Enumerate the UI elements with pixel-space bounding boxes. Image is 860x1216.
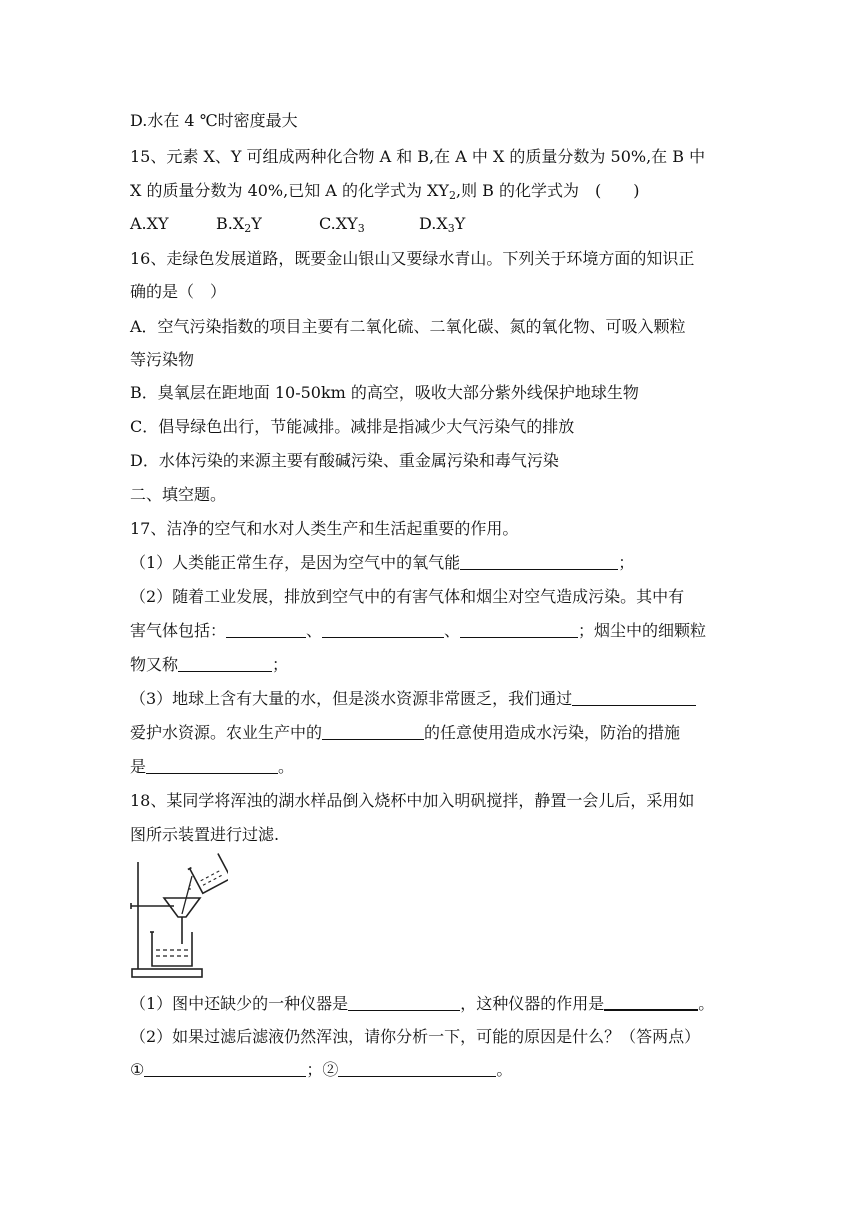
q16-stem-line1: 16、走绿色发展道路，既要金山银山又要绿水青山。下列关于环境方面的知识正: [130, 249, 695, 268]
answer-blank[interactable]: [460, 621, 578, 638]
q15-option-d: $D.X_3Y$: [419, 214, 466, 235]
q18-part1: （1）图中还缺少的一种仪器是 ，这种仪器的作用是 。: [130, 994, 715, 1013]
q17-part2-line1: （2）随着工业发展，排放到空气中的有害气体和烟尘对空气造成污染。其中有: [130, 587, 685, 606]
answer-blank[interactable]: [322, 621, 444, 638]
q15-option-b: $B.X_2Y$: [216, 214, 262, 235]
q14-option-d: D.水在 4 ℃时密度最大: [130, 111, 298, 130]
q15-option-c: $C.XY_3$: [319, 214, 365, 235]
answer-blank[interactable]: [322, 723, 424, 740]
q16-option-a-line1: A．空气污染指数的项目主要有二氧化硫、二氧化碳、氮的氧化物、可吸入颗粒: [130, 317, 686, 336]
answer-blank[interactable]: [572, 689, 696, 706]
q17-part2-line3: 物又称 ；: [130, 655, 289, 674]
q18-stem-line1: 18、某同学将浑浊的湖水样品倒入烧杯中加入明矾搅拌，静置一会儿后，采用如: [130, 791, 695, 810]
q17-part3-line3: 是 。: [130, 757, 295, 776]
q16-option-b: B．臭氧层在距地面 10-50km 的高空，吸收大部分紫外线保护地球生物: [130, 383, 639, 402]
answer-blank[interactable]: [338, 1060, 496, 1077]
q17-part2-line2: 害气体包括： 、 、 ；烟尘中的细颗粒: [130, 621, 707, 640]
q16-stem-line2: 确的是（ ）: [130, 282, 227, 301]
q18-answers: ① ；② 。: [130, 1060, 513, 1079]
q15-stem-line1: 15、元素 X、Y 可组成两种化合物 A 和 B,在 A 中 X 的质量分数为 50%,在 B 中: [130, 147, 706, 166]
answer-blank[interactable]: [226, 621, 306, 638]
q15-stem-line2: X 的质量分数为 40%,已知 A 的化学式为 $XY_2$,则 B 的化学式为 ( ): [130, 181, 640, 202]
q18-part2: （2）如果过滤后滤液仍然浑浊，请你分析一下，可能的原因是什么？（答两点）: [130, 1027, 701, 1046]
q16-option-d: D．水体污染的来源主要有酸碱污染、重金属污染和毒气污染: [130, 451, 559, 470]
answer-blank[interactable]: [460, 553, 618, 570]
answer-blank[interactable]: [604, 993, 698, 1011]
q16-option-c: C．倡导绿色出行，节能减排。减排是指减少大气污染气的排放: [130, 417, 575, 436]
q15-option-a: A.XY: [130, 214, 169, 233]
answer-blank[interactable]: [146, 757, 278, 774]
filtration-apparatus-figure: [128, 848, 228, 982]
q17-part3-line2: 爱护水资源。农业生产中的 的任意使用造成水污染，防治的措施: [130, 723, 681, 742]
q15-options: [130, 213, 465, 235]
q18-stem-line2: 图所示装置进行过滤.: [130, 825, 280, 844]
answer-blank[interactable]: [348, 994, 460, 1011]
q17-part3-line1: （3）地球上含有大量的水，但是淡水资源非常匮乏，我们通过: [130, 688, 696, 710]
answer-blank[interactable]: [144, 1060, 306, 1077]
section-heading-fill-in: 二、填空题。: [130, 485, 227, 504]
answer-blank[interactable]: [178, 655, 272, 672]
q17-part1: （1）人类能正常生存，是因为空气中的氧气能 ；: [130, 553, 635, 572]
q17-stem: 17、洁净的空气和水对人类生产和生活起重要的作用。: [130, 519, 519, 538]
q16-option-a-line2: 等污染物: [130, 350, 195, 369]
